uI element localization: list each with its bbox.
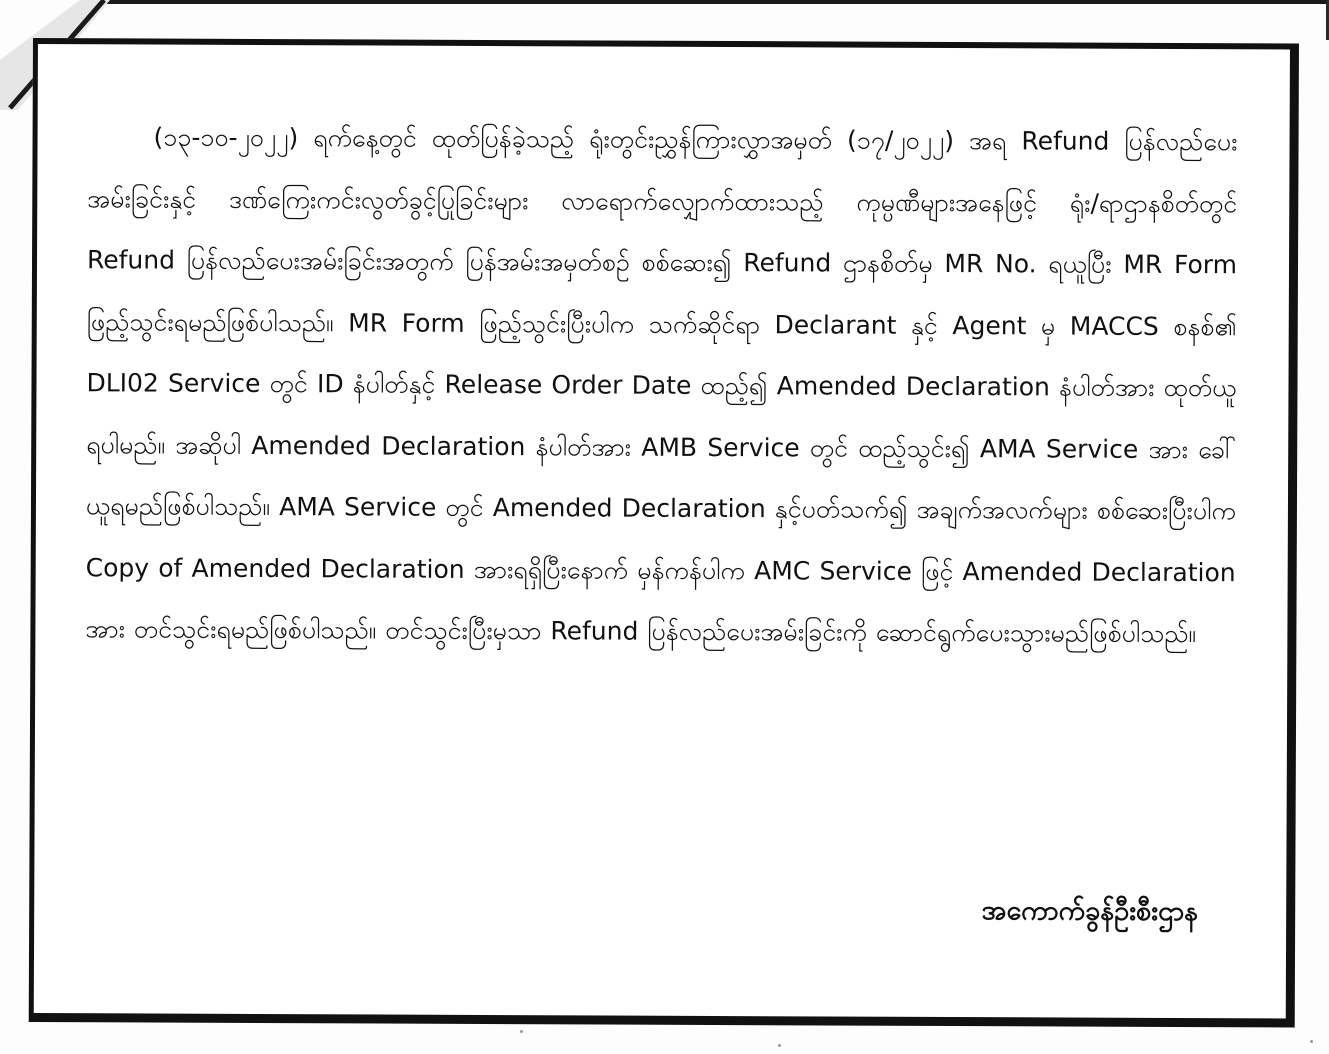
issuer-signature: အကောက်ခွန်ဦးစီးဌာန bbox=[981, 895, 1199, 928]
notice-box bbox=[29, 38, 1299, 1028]
scan-speck bbox=[778, 1044, 781, 1047]
notice-body: (၁၃-၁၀-၂၀၂၂) ရက်နေ့တွင် ထုတ်ပြန်ခဲ့သည့် ရုံးတွင်းညွှန်ကြားလွှာအမှတ် (၁၇/၂၀၂၂) အရ Refund ပြန်လည်ပေးအမ်းခြင်းနှင့် ဒဏ်ကြေးကင်းလွတ်ခွင့်ပြုခြင်းများ လာရောက်လျှောက်ထားသည့် ကုမ္ပဏီများအနေဖြင့် ရုံး/ရာဌာနစိတ်တွင် Refund ပြန်လည်ပေးအမ်းခြင်းအတွက် ပြန်အမ်းအမှတ်စဉ် စစ်ဆေး၍ Refund ဌာနစိတ်မှ MR No. ရယူပြီး MR Form ဖြည့်သွင်းရမည်ဖြစ်ပါသည်။ MR Form ဖြည့်သွင်းပြီးပါက သက်ဆိုင်ရာ Declarant နှင့် Agent မှ MACCS စနစ်၏ DLI02 Service တွင် ID နံပါတ်နှင့် Release Order Date ထည့်၍ Amended Declaration နံပါတ်အား ထုတ်ယူရပါမည်။ အဆိုပါ Amended Declaration နံပါတ်အား AMB Service တွင် ထည့်သွင်း၍ AMA Service အား ခေါ်ယူရမည်ဖြစ်ပါသည်။ AMA Service တွင် Amended Declaration နှင့်ပတ်သက်၍ အချက်အလက်များ စစ်ဆေးပြီးပါက Copy of Amended Declaration အားရရှိပြီးနောက် မှန်ကန်ပါက AMC Service ဖြင့် Amended Declaration အား တင်သွင်းရမည်ဖြစ်ပါသည်။ တင်သွင်းပြီးမှသာ Refund ပြန်လည်ပေးအမ်းခြင်းကို ဆောင်ရွက်ပေးသွားမည်ဖြစ်ပါသည်။ bbox=[85, 122, 1238, 649]
scan-speck bbox=[1310, 1040, 1313, 1043]
scan-edge-top bbox=[95, 0, 1329, 4]
scan-speck bbox=[520, 1030, 523, 1033]
